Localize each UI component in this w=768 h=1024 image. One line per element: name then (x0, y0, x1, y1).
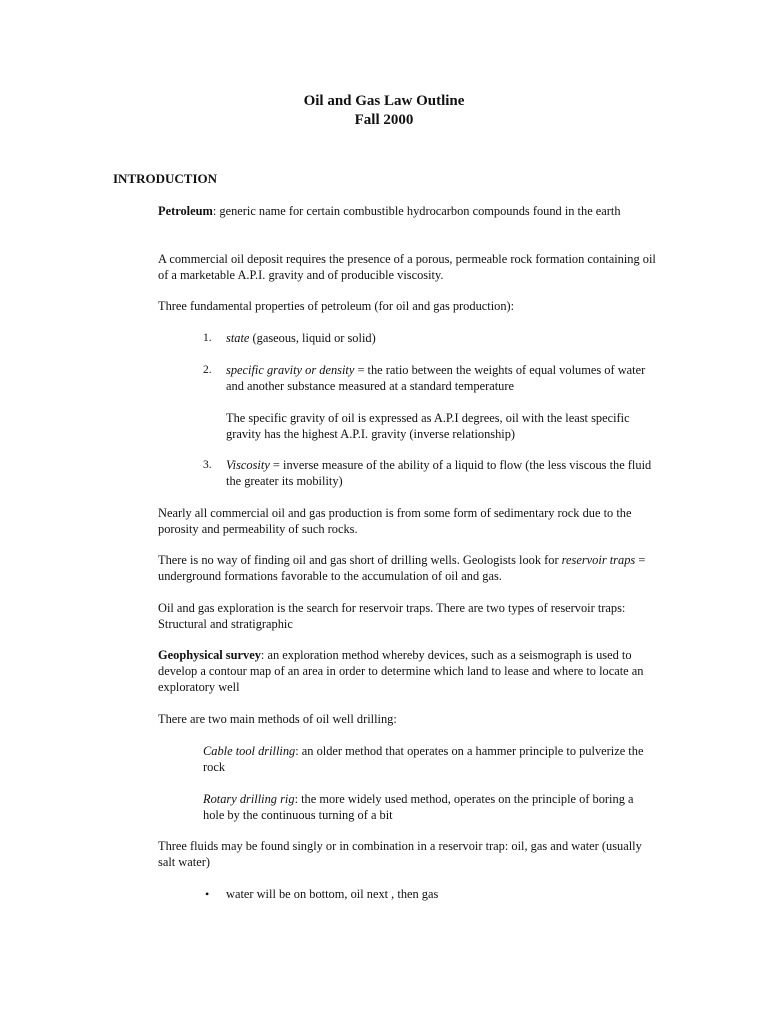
reservoir-traps-term: reservoir traps (561, 553, 636, 567)
list-item-1-term: state (226, 331, 250, 345)
document-title (0, 92, 768, 130)
rotary-rig-term: Rotary drilling rig (203, 792, 295, 806)
drilling-wells-paragraph (158, 552, 658, 584)
exploration-paragraph: Oil and gas exploration is the search for reservoir traps. There are two types of reservoir traps: Structural and stratigraphic (158, 601, 626, 631)
list-item-2-text: = the ratio between the weights of equal volumes of water and another substance measured at a standard temperature (226, 363, 646, 393)
list-item-3 (226, 457, 656, 489)
cable-tool-term: Cable tool drilling (203, 744, 296, 758)
list-number-1: 1. (203, 332, 212, 344)
list-item-1-text: (gaseous, liquid or solid) (249, 331, 376, 345)
bullet-item: water will be on bottom, oil next , then gas (226, 887, 439, 901)
petroleum-definition (158, 203, 658, 219)
fluids-paragraph: Three fluids may be found singly or in combination in a reservoir trap: oil, gas and water (usually salt water) (158, 839, 642, 869)
geophysical-term: Geophysical survey (158, 648, 261, 662)
sedimentary-paragraph: Nearly all commercial oil and gas production is from some form of sedimentary rock due to the porosity and permeability of such rocks. (158, 506, 632, 536)
three-properties-paragraph: Three fundamental properties of petroleum (for oil and gas production): (158, 299, 515, 313)
section-heading: INTRODUCTION (113, 171, 218, 186)
list-number-3: 3. (203, 459, 212, 471)
commercial-deposit-paragraph: A commercial oil deposit requires the presence of a porous, permeable rock formation containing oil of a marketable A.P.I. gravity and of producible viscosity. (158, 252, 656, 282)
title-line-2: Fall 2000 (354, 112, 414, 128)
cable-tool-text: : an older method that operates on a hammer principle to pulverize the rock (203, 744, 644, 774)
title-line-1: Oil and Gas Law Outline (303, 93, 465, 109)
rotary-rig-definition (203, 791, 653, 823)
list-item-3-term: Viscosity (226, 458, 270, 472)
rotary-rig-text: : the more widely used method, operates on the principle of boring a hole by the continuous turning of a bit (203, 792, 634, 822)
list-number-2: 2. (203, 364, 212, 376)
specific-gravity-note: The specific gravity of oil is expressed as A.P.I degrees, oil with the least specific gravity has the highest A.P.I. gravity (inverse relationship) (226, 411, 630, 441)
list-item-3-text: = inverse measure of the ability of a liquid to flow (the less viscous the fluid the greater its mobility) (226, 458, 652, 488)
drilling-methods-paragraph: There are two main methods of oil well drilling: (158, 712, 397, 726)
drilling-wells-text-before: There is no way of finding oil and gas short of drilling wells. Geologists look for (158, 553, 562, 567)
petroleum-text: : generic name for certain combustible hydrocarbon compounds found in the earth (212, 204, 621, 218)
cable-tool-definition (203, 743, 653, 775)
bullet-icon: • (205, 887, 210, 901)
list-item-2-term: specific gravity or density (226, 363, 355, 377)
geophysical-text: : an exploration method whereby devices, such as a seismograph is used to develop a contour map of an area in order to determine which land to lease and where to locate an exploratory well (158, 648, 644, 694)
list-item-2 (226, 362, 656, 394)
list-item-1 (226, 330, 656, 346)
geophysical-survey-definition (158, 647, 658, 695)
drilling-wells-text-after: = underground formations favorable to the accumulation of oil and gas. (158, 553, 646, 583)
petroleum-term: Petroleum (158, 204, 213, 218)
